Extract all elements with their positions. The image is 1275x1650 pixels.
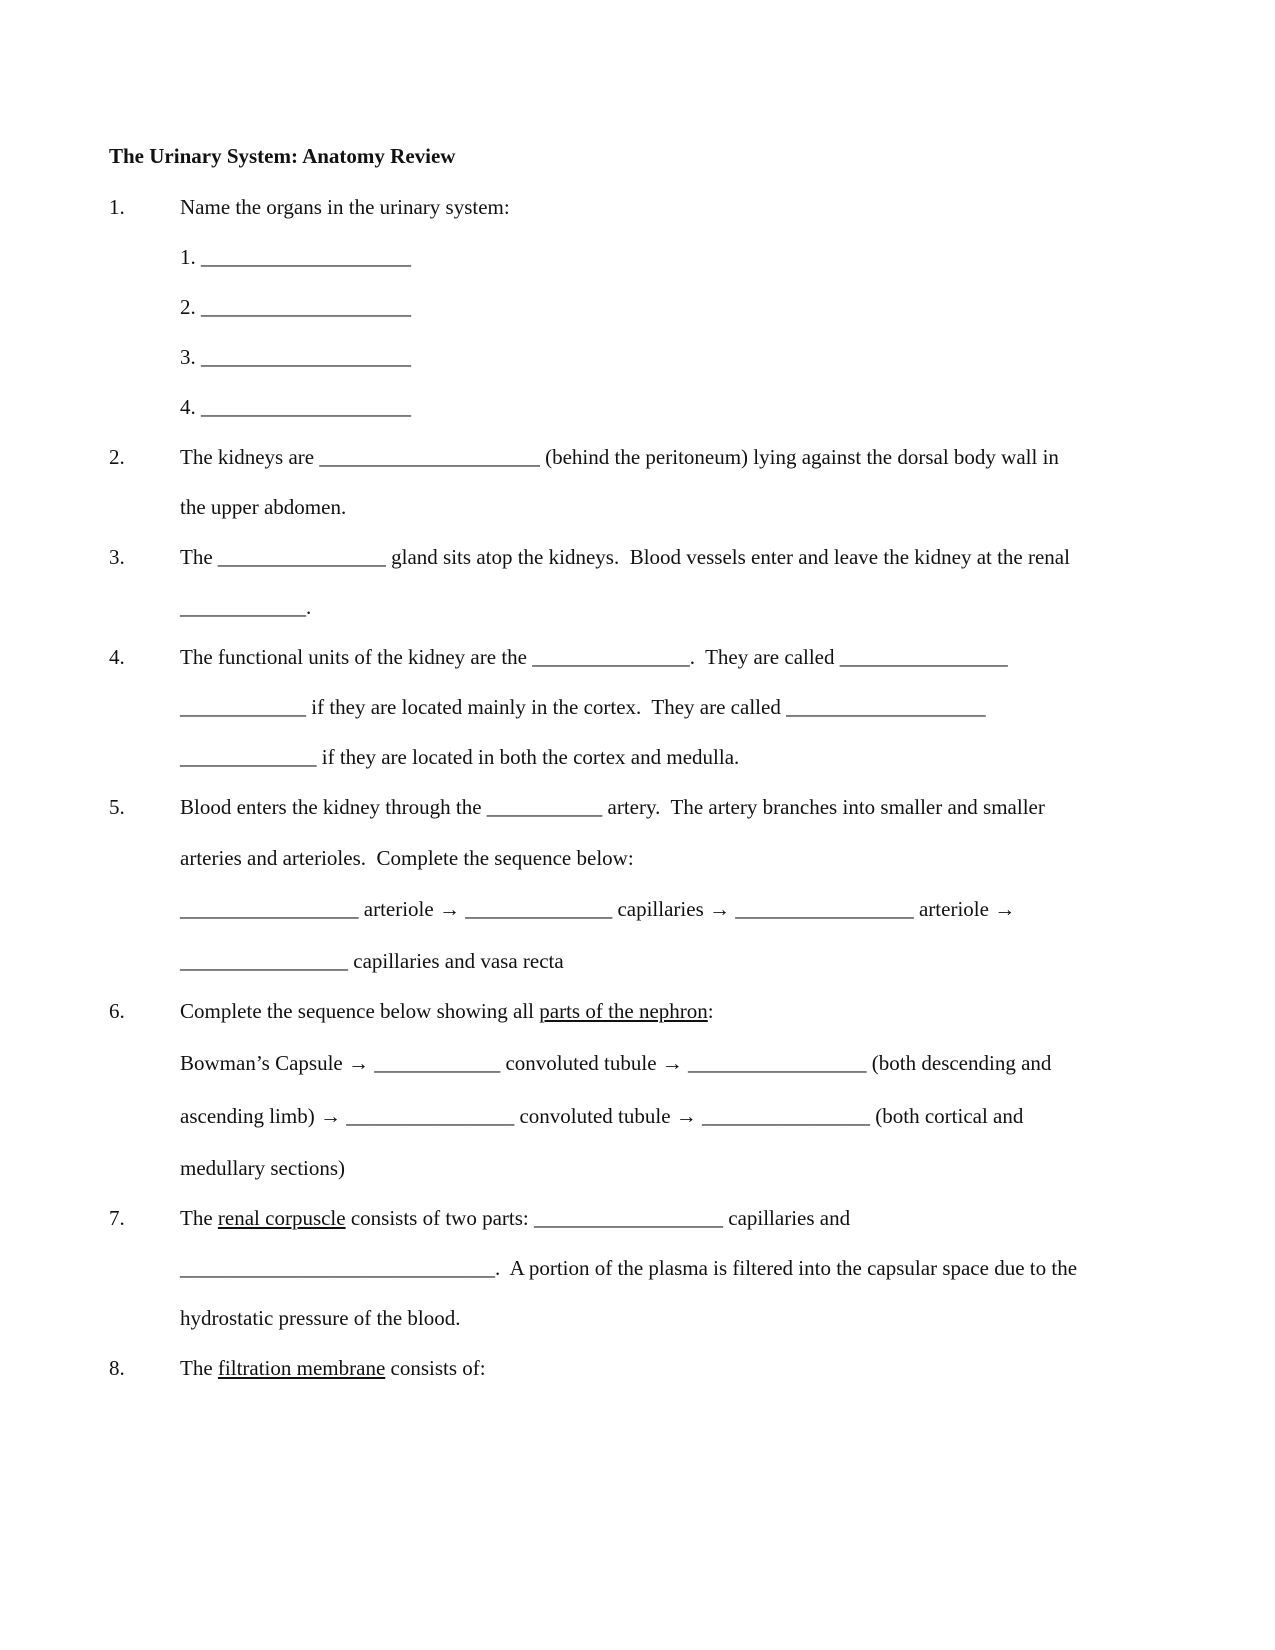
question-1-blank-3: 3. ____________________ bbox=[180, 345, 411, 369]
question-1-blank-1: 1. ____________________ bbox=[180, 245, 411, 269]
question-2-line-1: The kidneys are _____________________ (behind the peritoneum) lying against the dorsal body wall in bbox=[180, 445, 1059, 469]
question-1-blank-2: 2. ____________________ bbox=[180, 295, 411, 319]
question-8-line-1-pre: The bbox=[180, 1356, 218, 1380]
question-5-number: 5. bbox=[109, 795, 125, 819]
question-5-sequence-line-1: _________________ arteriole → ______________ capillaries → _________________ arteriole → bbox=[180, 897, 1016, 921]
question-6-line-1-pre: Complete the sequence below showing all bbox=[180, 999, 540, 1023]
question-3-number: 3. bbox=[109, 545, 125, 569]
question-4-line-3: _____________ if they are located in both the cortex and medulla. bbox=[180, 745, 740, 769]
question-6-line-3: ascending limb) → ________________ convoluted tubule → ________________ (both cortical and bbox=[180, 1104, 1024, 1128]
question-6-line-4: medullary sections) bbox=[180, 1156, 346, 1180]
question-5-line-2: arteries and arterioles. Complete the sequence below: bbox=[180, 846, 634, 870]
parts-of-nephron-underlined: parts of the nephron bbox=[539, 999, 708, 1023]
question-4-line-2: ____________ if they are located mainly in the cortex. They are called ___________________ bbox=[180, 695, 986, 719]
question-8-number: 8. bbox=[109, 1356, 125, 1380]
question-3-line-2: ____________. bbox=[180, 595, 312, 619]
question-2-number: 2. bbox=[109, 445, 125, 469]
question-1-blank-4: 4. ____________________ bbox=[180, 395, 411, 419]
question-7-line-3: hydrostatic pressure of the blood. bbox=[180, 1306, 461, 1330]
question-6-line-2: Bowman’s Capsule → ____________ convoluted tubule → _________________ (both descending and bbox=[180, 1051, 1052, 1075]
question-8-line-1-post: consists of: bbox=[385, 1356, 486, 1380]
question-8-line-1 bbox=[180, 1356, 486, 1380]
question-6-number: 6. bbox=[109, 999, 125, 1023]
question-2-line-2: the upper abdomen. bbox=[180, 495, 347, 519]
question-1-text: Name the organs in the urinary system: bbox=[180, 195, 510, 219]
question-6-line-1-post: : bbox=[707, 999, 714, 1023]
question-4-number: 4. bbox=[109, 645, 125, 669]
question-7-number: 7. bbox=[109, 1206, 125, 1230]
question-4-line-1: The functional units of the kidney are the _______________. They are called ________________ bbox=[180, 645, 1008, 669]
question-5-sequence-line-2: ________________ capillaries and vasa recta bbox=[180, 949, 564, 973]
filtration-membrane-underlined: filtration membrane bbox=[217, 1356, 386, 1380]
question-5-line-1: Blood enters the kidney through the ___________ artery. The artery branches into smaller and smaller bbox=[180, 795, 1045, 819]
question-7-line-1-post: consists of two parts: __________________ capillaries and bbox=[345, 1206, 851, 1230]
question-7-line-2: ______________________________. A portion of the plasma is filtered into the capsular space due to the bbox=[180, 1256, 1078, 1280]
page-title: The Urinary System: Anatomy Review bbox=[109, 144, 456, 168]
question-1-number: 1. bbox=[109, 195, 125, 219]
question-6-line-1 bbox=[180, 999, 714, 1023]
question-3-line-1: The ________________ gland sits atop the kidneys. Blood vessels enter and leave the kidney at the renal bbox=[180, 545, 1070, 569]
renal-corpuscle-underlined: renal corpuscle bbox=[217, 1206, 346, 1230]
question-7-line-1-pre: The bbox=[180, 1206, 218, 1230]
question-7-line-1 bbox=[180, 1206, 850, 1230]
